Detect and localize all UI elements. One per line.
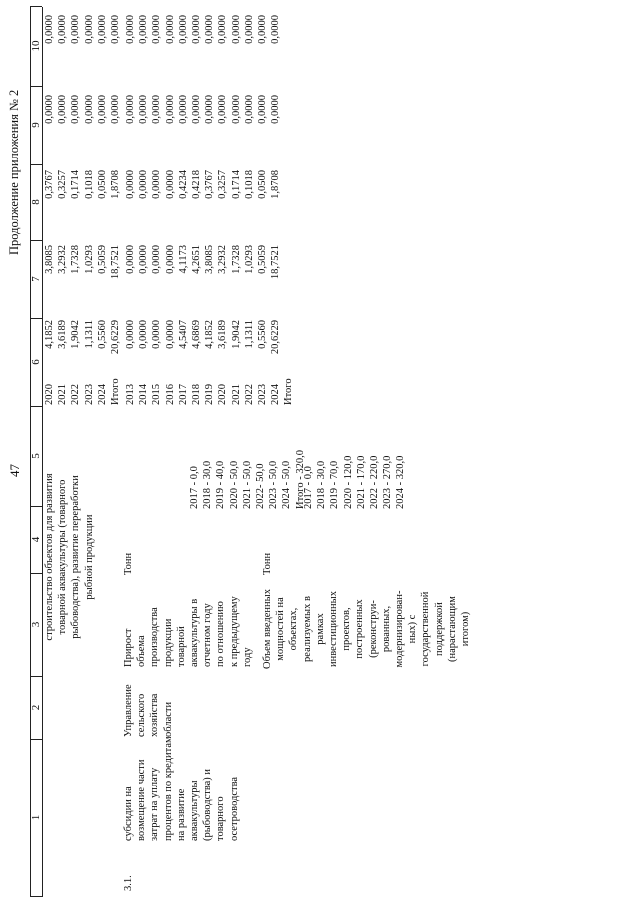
value-cell: 0,0500 [257,170,269,199]
text-line: по отношению [215,601,227,667]
value-cell: 0,0000 [204,15,216,44]
value-cell: 0,3257 [217,170,229,199]
value-cell: 1,8708 [110,170,122,199]
top-continuation-text [43,437,96,677]
value-cell: 0,0000 [217,95,229,124]
year-cell: 2018 [191,384,203,405]
value-cell: 0,0000 [44,95,55,124]
year-cell: 2015 [151,384,163,405]
value-cell: 1,1311 [243,320,255,349]
year-cell: 2019 [204,384,216,405]
target-line: 2018 - 30,0 [202,460,214,509]
target-line: Итого - 320,0 [294,450,306,509]
target-line: 2017 - 0,0 [303,466,314,509]
value-cell: 1,9042 [230,320,242,349]
year-cell: 2024 [270,384,282,405]
text-line: реализуемых в [301,596,313,662]
row-c8 [124,170,282,230]
value-cell: 0,5560 [257,320,269,349]
page-number: 47 [7,464,22,477]
text-line: Объем введенных [262,589,273,669]
top-years [43,378,122,405]
text-line: строительство объектов для развития [44,473,55,641]
header-cell: 6 [30,318,42,407]
text-line: (нарастающим [446,596,458,662]
value-cell: 1,0293 [243,245,255,274]
text-line: (реконструи- [367,600,379,658]
value-cell: 0,0000 [243,95,255,124]
text-line: затрат на уплату [149,767,161,841]
value-cell: 0,0000 [138,15,150,44]
year-cell: 2023 [83,384,95,405]
value-cell: 0,5059 [257,245,269,274]
year-cell: 2021 [57,384,69,405]
top-c6 [43,320,122,380]
value-cell: 0,0000 [243,15,255,44]
annex-title: Продолжение приложения № 2 [7,89,21,255]
value-cell: 4,5407 [177,320,189,349]
value-cell: 0,0000 [151,320,163,349]
target-line: 2023 - 50,0 [268,460,280,509]
value-cell: 0,0000 [57,95,69,124]
target-line: 2019 - 40,0 [215,460,227,509]
value-cell: 0,0000 [138,320,150,349]
value-cell: 0,0000 [83,15,95,44]
value-cell: 0,3767 [44,170,55,199]
text-line: производства [149,607,161,667]
value-cell: 18,7521 [270,245,282,280]
year-cell: 2023 [257,384,269,405]
value-cell: 0,0000 [151,95,163,124]
value-cell: 1,1311 [83,320,95,349]
text-line: объектах, [288,607,300,651]
header-cell: 2 [30,676,42,740]
header-cell: 3 [30,573,42,677]
year-cell: 2016 [164,384,176,405]
value-cell: 0,0000 [138,95,150,124]
value-cell: 0,0000 [83,95,95,124]
value-cell: 3,6189 [217,320,229,349]
value-cell: 1,0293 [83,245,95,274]
value-cell: 1,8708 [270,170,282,199]
year-cell: 2021 [230,384,242,405]
target-line: 2021 - 170,0 [355,455,367,509]
header-cell: 5 [30,406,42,507]
value-cell: 0,3767 [204,170,216,199]
indicator-2-unit: Тонн [262,552,273,575]
value-cell: 0,0000 [151,15,163,44]
text-line: процентов по кредитам [162,736,174,841]
top-c8 [43,170,122,230]
text-line: итогом) [460,611,472,647]
year-cell: 2022 [243,384,255,405]
value-cell: 20,6229 [270,320,282,355]
header-cell: 1 [30,739,42,897]
value-cell: 1,7328 [70,245,82,274]
value-cell: 0,0000 [138,170,150,199]
table-right-border [30,6,42,7]
target-line: 2019 - 70,0 [329,460,341,509]
indicator-2-targets [302,456,408,509]
value-cell: 0,0000 [177,95,189,124]
text-line: поддержкой [433,602,445,656]
value-cell: 0,0000 [96,95,108,124]
value-cell: 0,0000 [125,245,136,274]
text-line: товарной аквакультуры (товарного [57,479,69,635]
text-line: к предыдущему [228,596,240,667]
value-cell: 0,1714 [70,170,82,199]
year-cell: 2020 [44,384,55,405]
row-c9 [124,95,282,155]
value-cell: 0,0000 [70,95,82,124]
indicator-1-unit: Тонн [123,552,134,575]
top-c9 [43,95,122,155]
text-line: ных) с [407,614,419,644]
year-cell: Итого [283,378,295,405]
text-line: Прирост [123,628,134,667]
text-line: аквакультуры в [189,598,201,667]
value-cell: 18,7521 [110,245,122,280]
year-cell: Итого [110,378,122,405]
value-cell: 0,0000 [151,245,163,274]
text-line: отчетном году [202,603,214,667]
text-line: аквакультуры [189,780,201,841]
year-cell: 2022 [70,384,82,405]
text-line: осетроводства [228,776,240,841]
text-line: объема [136,635,148,667]
value-cell: 0,0000 [257,95,269,124]
header-cell: 4 [30,506,42,574]
row-years [124,378,296,405]
text-line: инвестиционных [328,591,340,667]
value-cell: 4,1852 [204,320,216,349]
indicator-1-targets [188,450,307,509]
value-cell: 0,0000 [70,15,82,44]
indicator-2-name [261,579,472,679]
value-cell: 0,0000 [230,95,242,124]
value-cell: 0,0000 [164,170,176,199]
text-line: товарного [215,796,227,841]
value-cell: 0,0000 [164,95,176,124]
value-cell: 0,0000 [270,15,282,44]
value-cell: 0,0000 [110,15,122,44]
text-line: субсидии на [123,786,134,841]
value-cell: 0,0000 [164,320,176,349]
value-cell: 0,1714 [230,170,242,199]
text-line: рыбной продукции [83,514,95,600]
top-c7 [43,245,122,305]
value-cell: 4,1173 [177,245,189,274]
value-cell: 4,6869 [191,320,203,349]
top-c10 [43,15,122,75]
text-line: (рыбоводства) и [202,768,214,841]
text-line: Управление [123,684,134,737]
value-cell: 0,0000 [270,95,282,124]
value-cell: 0,4234 [177,170,189,199]
year-cell: 2024 [96,384,108,405]
text-line: государственной [420,591,432,667]
value-cell: 0,0000 [125,15,136,44]
value-cell: 20,6229 [110,320,122,355]
year-cell: 2014 [138,384,150,405]
row-c7 [124,245,282,305]
value-cell: 0,5560 [96,320,108,349]
value-cell: 1,9042 [70,320,82,349]
value-cell: 0,0000 [96,15,108,44]
value-cell: 0,5059 [96,245,108,274]
value-cell: 0,4218 [191,170,203,199]
text-line: на развитие [175,788,187,841]
value-cell: 0,0000 [191,95,203,124]
value-cell: 0,0000 [138,245,150,274]
value-cell: 0,3257 [57,170,69,199]
target-line: 2023 - 270,0 [382,455,394,509]
indicator-1-name [122,596,254,667]
header-cell: 8 [30,164,42,241]
target-line: 2022 - 220,0 [369,455,381,509]
header-cell: 7 [30,240,42,319]
value-cell: 0,0000 [257,15,269,44]
year-cell: 2020 [217,384,229,405]
target-line: 2017 - 0,0 [189,466,200,509]
text-line: году [241,647,253,667]
value-cell: 3,8085 [44,245,55,274]
row-number: 3.1. [123,875,134,891]
responsible-executor [122,684,175,737]
text-line: продукции [162,618,174,667]
value-cell: 0,0000 [217,15,229,44]
value-cell: 0,0000 [125,320,136,349]
target-line: 2018 - 30,0 [316,460,328,509]
value-cell: 0,0000 [230,15,242,44]
target-line: 2021 - 50,0 [241,460,253,509]
value-cell: 3,6189 [57,320,69,349]
value-cell: 1,7328 [230,245,242,274]
text-line: рыбоводства), развитие переработки [70,475,82,639]
measure-description [122,736,241,841]
target-line: 2022- 50,0 [255,463,267,509]
value-cell: 0,0000 [164,245,176,274]
year-cell: 2013 [125,384,136,405]
text-line: мощностей на [275,597,287,661]
value-cell: 0,1018 [243,170,255,199]
value-cell: 4,2651 [191,245,203,274]
text-line: модернизирован- [394,590,406,668]
text-line: возмещение части [136,759,148,841]
text-line: области [162,701,174,737]
value-cell: 0,0000 [177,15,189,44]
target-line: 2024 - 320,0 [395,455,407,509]
value-cell: 0,0000 [164,15,176,44]
text-line: построенных [354,599,366,659]
text-line: хозяйства [149,693,161,737]
row-c6 [124,320,282,380]
text-line: сельского [136,693,148,737]
value-cell: 0,0000 [125,95,136,124]
header-top-line [30,7,31,897]
value-cell: 0,0000 [125,170,136,199]
text-line: рамках [314,613,326,645]
value-cell: 0,0500 [96,170,108,199]
value-cell: 0,0000 [204,95,216,124]
header-cell: 9 [30,86,42,165]
header-cell: 10 [30,6,42,87]
value-cell: 4,1852 [44,320,55,349]
value-cell: 0,0000 [191,15,203,44]
value-cell: 0,0000 [57,15,69,44]
value-cell: 3,2932 [57,245,69,274]
value-cell: 0,0000 [110,95,122,124]
row-c10 [124,15,282,75]
value-cell: 0,1018 [83,170,95,199]
target-line: 2024 - 50,0 [281,460,293,509]
text-line: товарной [175,626,187,667]
text-line: рованных, [380,605,392,653]
target-line: 2020 - 50,0 [228,460,240,509]
text-line: проектов, [341,607,353,651]
value-cell: 3,8085 [204,245,216,274]
value-cell: 3,2932 [217,245,229,274]
target-line: 2020 - 120,0 [342,455,354,509]
value-cell: 0,0000 [44,15,55,44]
year-cell: 2017 [177,384,189,405]
value-cell: 0,0000 [151,170,163,199]
